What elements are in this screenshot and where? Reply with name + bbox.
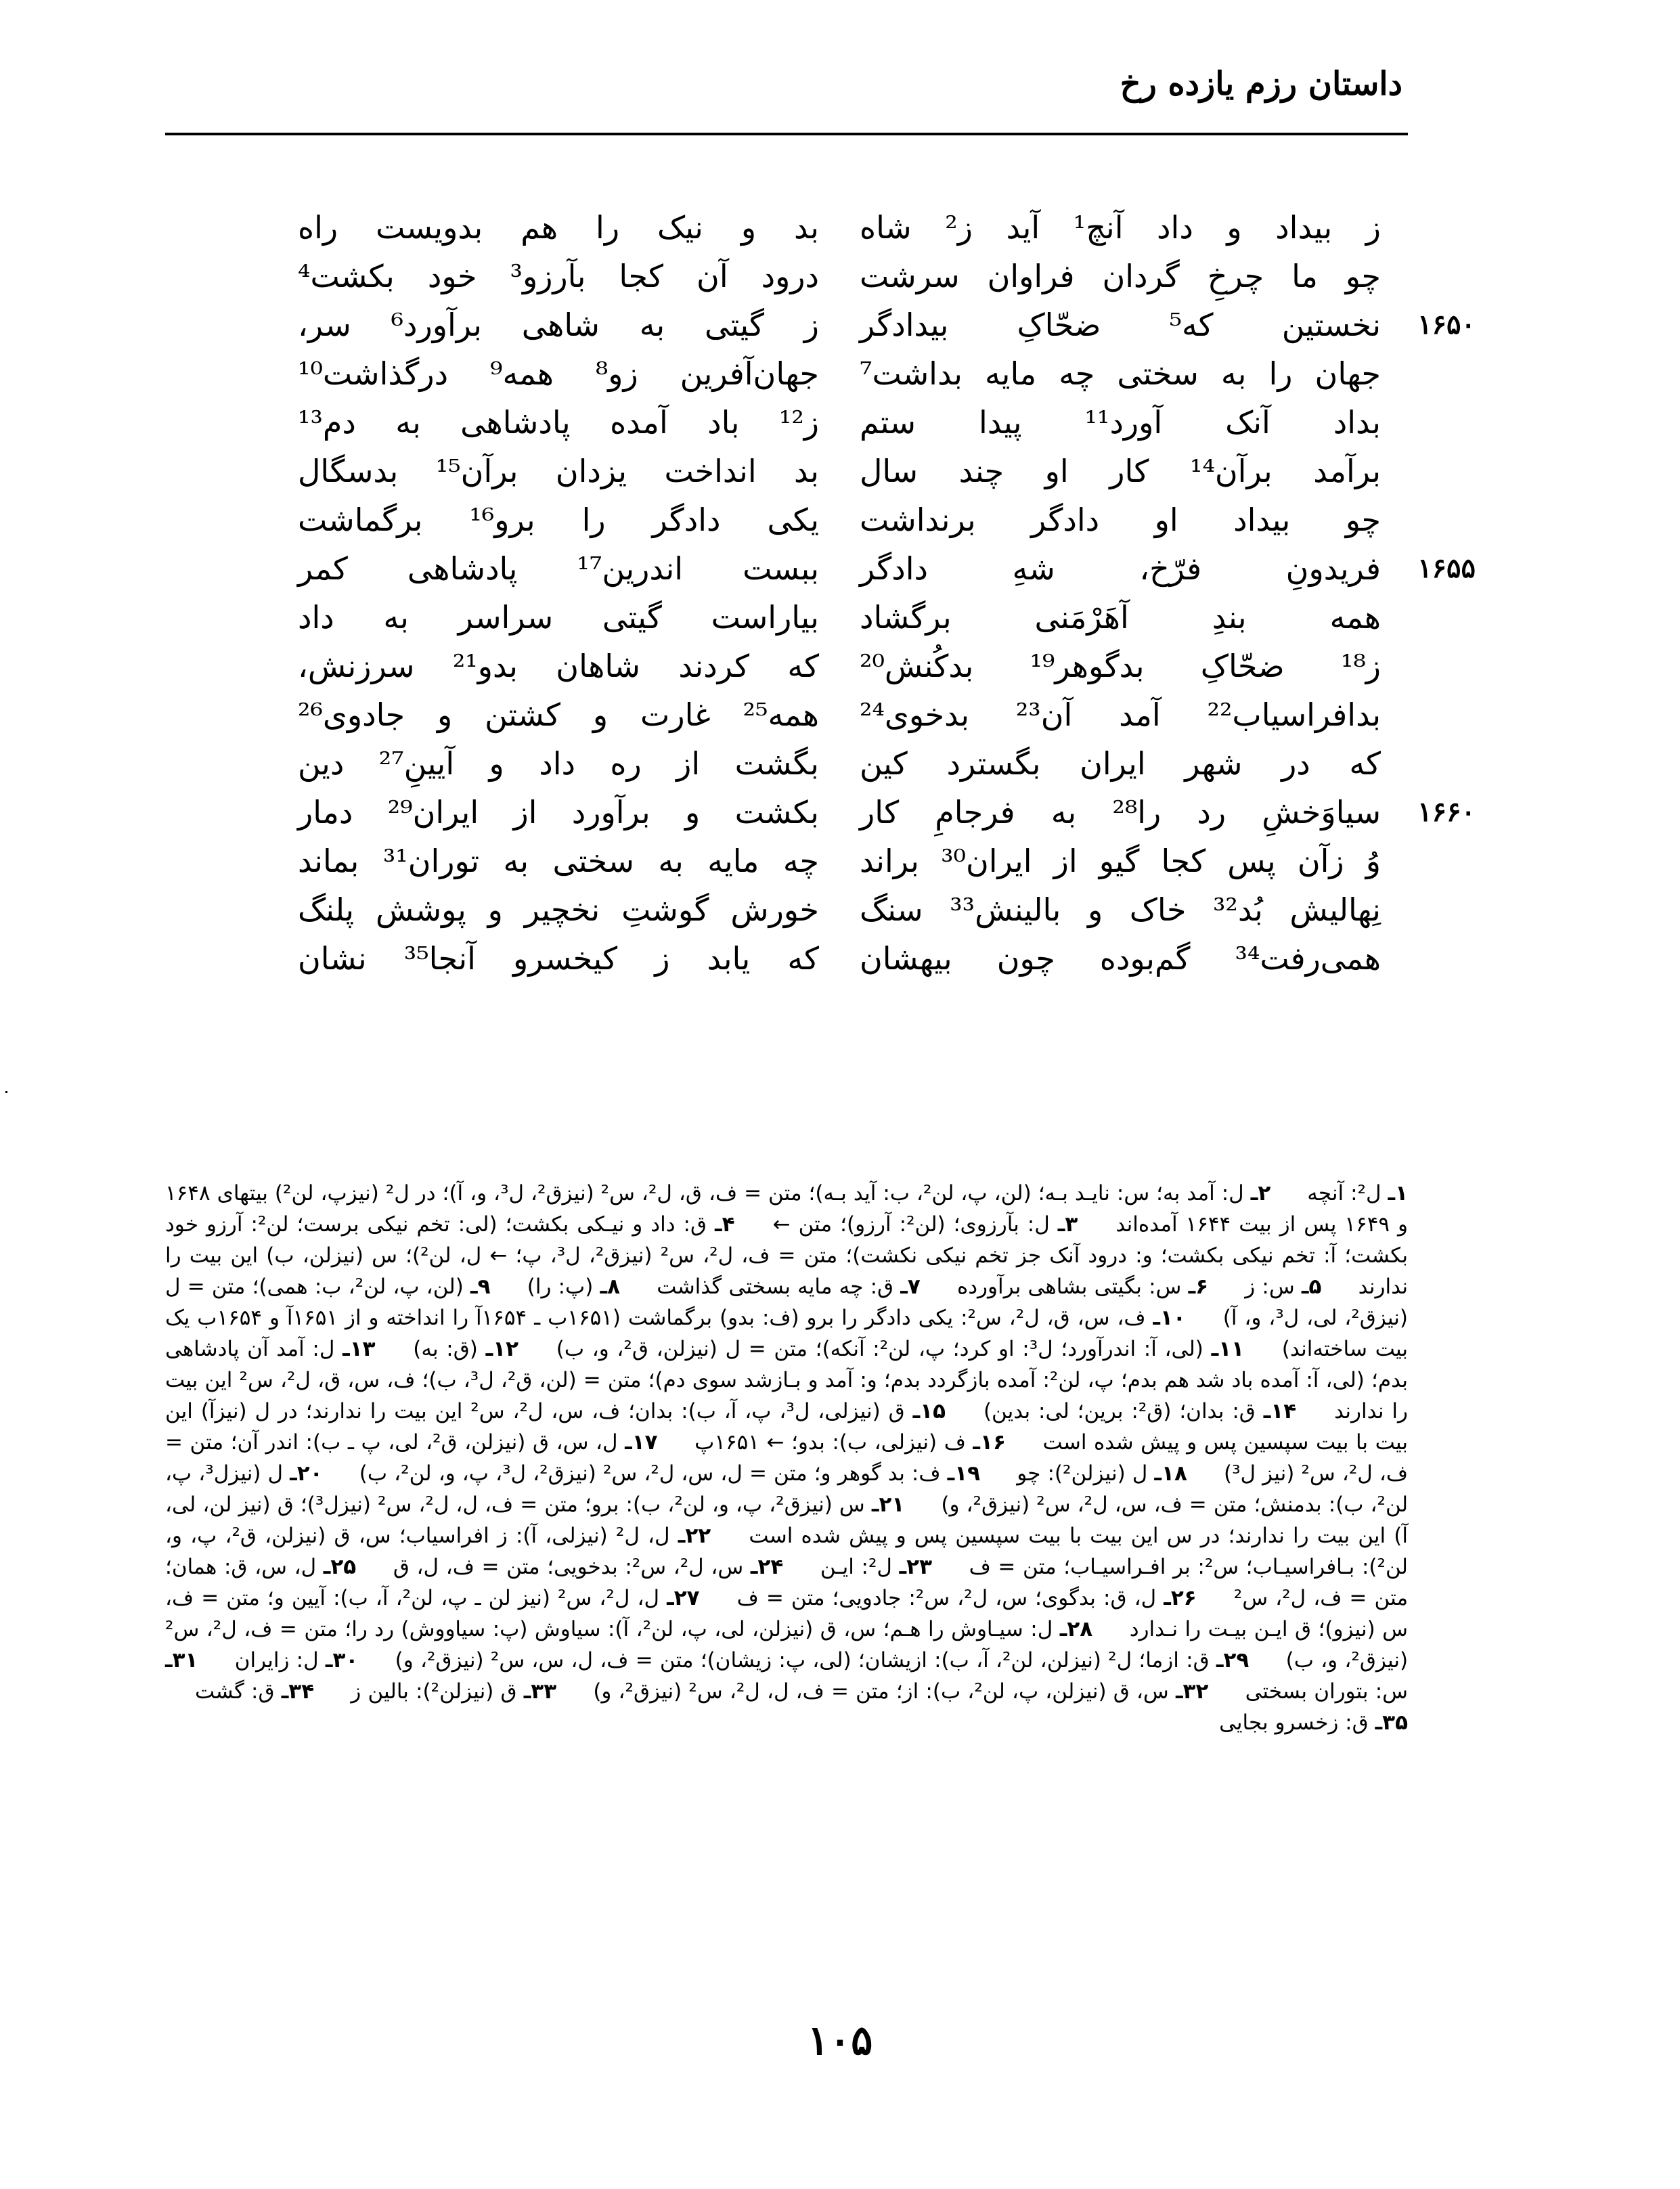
footnotes-apparatus [165,1178,1408,1738]
footnote-text: ق: گشت [195,1679,275,1704]
verse-row [298,837,1394,885]
footnote-number: ۲۹ـ [1216,1648,1250,1673]
hemistich-right: وُ زآن پس کجا گیو از ایران³⁰ براند [860,843,1381,879]
scan-speck [5,1091,7,1093]
hemistich-right: ز بیداد و داد آنچ¹ آید ز² شاه [860,209,1381,246]
hemistich-right: بداد آنک آورد¹¹ پیدا ستم [860,404,1381,441]
hemistich-left: ببست اندرین¹⁷ پادشاهی کمر [298,550,820,587]
footnote-text: ل: بآرزوی؛ (لن²: آرزو)؛ متن ← [772,1212,1050,1237]
footnote [235,1648,359,1673]
line-number: ۱۶۵۰ [1417,309,1476,340]
footnote [1017,1461,1187,1486]
footnote-text: ق: بدان؛ (ق²: برین؛ لی: بدین) [983,1399,1256,1423]
footnote-number: ۱۱ـ [1211,1337,1245,1361]
footnote-text: ل²: ایـن [820,1555,892,1579]
hemistich-right: بدافراسیاب²² آمد آن²³ بدخوی²⁴ [860,696,1381,733]
footnote-number: ۱۲ـ [485,1337,519,1361]
footnote-text: س: ز [1245,1275,1295,1299]
hemistich-left: بکشت و برآورد از ایران²⁹ دمار [298,794,819,831]
verse-row [298,690,1394,739]
footnote-text: ل، ل²، س² (نیز لن ـ پ، لن²، آ، ب): آیین و؛ متن = ف، س (نیزو)؛ ق ایـن بیـت را نـدارد [165,1586,1409,1641]
verse-row [298,398,1394,447]
hemistich-right: همه بندِ آهَرْمَنی برگشاد [860,599,1381,636]
footnote-number: ۱۸ـ [1154,1461,1187,1486]
footnote-text: س: بگیتی بشاهی برآورده [957,1275,1182,1299]
hemistich-right: سیاوَخشِ رد را²⁸ به فرجامِ کار [860,794,1381,831]
verse-row [298,252,1394,301]
footnote [657,1275,921,1299]
footnote [556,1337,1244,1361]
hemistich-left: همه²⁵ غارت و کشتن و جادوی²⁶ [298,696,819,733]
hemistich-left: درود آن کجا بآرزو³ خود بکشت⁴ [298,258,819,294]
hemistich-left: جهان‌آفرین زو⁸ همه⁹ درگذاشت¹⁰ [298,355,819,392]
footnote-number: ۲۵ـ [323,1555,357,1579]
footnote-text: س: بتوران بسختی [1245,1679,1409,1704]
footnote-text: ل: زایران [234,1648,319,1673]
footnote [593,1679,1208,1704]
footnote-text: (پ: را) [527,1275,594,1299]
footnote-text: ل (نیزلن²): چو [1017,1461,1148,1486]
verse-row [298,739,1394,788]
footnote-number: ۳۵ـ [1375,1710,1408,1735]
footnote-text: ل: آمد به؛ س: نایـد بـه؛ (لن، پ، لن²، ب: آید بـه)؛ متن = ف، ق، ل²، س² (نیزق²، ل³، و، آ)؛ در ل² (نیزپ، لن²) بیتهای ۱۶۴۸ و ۱۶۴۹ پس از بیت ۱۶۴۴ آمده‌اند [165,1181,1408,1237]
verse-row [298,642,1394,690]
footnote-number: ۲۷ـ [667,1586,700,1610]
verse-row [298,934,1394,983]
footnote-text: (لی، آ: اندرآورد؛ ل³: او کرد؛ پ، لن²: آنکه)؛ متن = ل (نیزلن، ق²، و، ب) [556,1337,1203,1361]
footnote-text: ل: سیـاوش را هـم؛ س، ق (نیزلن، لی، پ، لن²، آ): سیاوش (پ: سیاووش) رد را؛ متن = ف، ل²، س² (نیزق²، و، ب) [165,1617,1409,1673]
footnote [351,1679,556,1704]
verse-row [298,593,1394,642]
hemistich-left: چه مایه به سختی به توران³¹ بماند [298,843,819,879]
footnote-text: ق: داد و نیـکی بکشت؛ (لی: تخم نیکی برست؛ لن²: آرزو خود بکشت؛ آ: تخم نیکی بکشت؛ و: درود آنک جز تخم نیکی نکشت)؛ متن = ف، ل²، س² (نیزق²، ل³، پ؛ ← ل، لن²)؛ س (نیزلن، ب) این بیت را ندارند [165,1212,1409,1299]
footnote-number: ۱۴ـ [1263,1399,1297,1423]
footnote-number: ۴ـ [715,1212,735,1237]
footnote-text: (لن، پ، لن²، ب: همی)؛ متن = ل (نیزق²، لی، ل³، و، آ) [165,1275,1408,1330]
footnote [957,1275,1208,1299]
footnote-number: ۲ـ [1250,1181,1271,1206]
footnote-number: ۱۵ـ [912,1399,946,1423]
footnote-text: ف، س، ق، ل²، س²: یکی دادگر را برو (ف: بدو) برگماشت (۱۶۵۱ب ـ ۱۶۵۴آ را انداخته و از ۱۶۵۱آ و ۱۶۵۴ب یک بیت ساخته‌اند) [165,1306,1409,1361]
hemistich-left: ز گیتی به شاهی برآورد⁶ سر، [298,307,819,343]
footnote-number: ۱۰ـ [1153,1306,1186,1330]
hemistich-left: بد و نیک را هم بدویست راه [298,209,819,246]
hemistich-right: چو ما چرخِ گردان فراوان سرشت [860,258,1381,294]
hemistich-right: که در شهر ایران بگسترد کین [860,745,1381,782]
footnote [359,1461,980,1486]
footnote-number: ۷ـ [900,1275,921,1299]
hemistich-right: نِهالیش بُد³² خاک و بالینش³³ سنگ [860,891,1381,928]
verse-row [298,495,1394,544]
footnote [820,1555,932,1579]
footnote-text: ف (نیزلی، ب): بدو؛ ← ۱۶۵۱پ [694,1430,966,1455]
footnote-text: ق (نیزلی، ل³، پ، آ، ب): بدان؛ ف، س، ل²، س² این بیت را ندارند؛ در ل (نیزآ) این بیت با بیت سپسین پس و پیش شده است [165,1399,1409,1455]
footnote-text: ف: بد گوهر و؛ متن = ل، س، ل²، س² (نیزق²، ل³، پ، و، لن²، ب) [359,1461,941,1486]
footnote-number: ۲۳ـ [899,1555,932,1579]
footnote-number: ۱۷ـ [625,1430,658,1455]
footnote-text: ل، ل² (نیزلی، آ): ز افراسیاب؛ س، ق (نیزلن، ق²، پ، و، لن²): بـافراسیـاب؛ س²: بر افـراسیـاب؛ متن = ف [165,1524,1408,1579]
footnote-number: ۹ـ [470,1275,491,1299]
footnote-number: ۱۹ـ [947,1461,981,1486]
footnote-number: ۲۶ـ [1164,1586,1197,1610]
hemistich-right: همی‌رفت³⁴ گم‌بوده چون بیهشان [860,940,1381,977]
footnote-number: ۲۰ـ [290,1461,323,1486]
hemistich-right: جهان را به سختی چه مایه بداشت⁷ [860,355,1381,392]
footnote-text: ق: چه مایه بسختی گذاشت [657,1275,894,1299]
verse-row [298,349,1394,398]
footnote-text: (ق: به) [413,1337,478,1361]
verse-row [298,788,1476,837]
footnote [737,1586,1197,1610]
verse-row [298,447,1394,495]
footnote [773,1212,1078,1237]
hemistich-left: بیاراست گیتی سراسر به داد [298,599,819,636]
footnote-number: ۸ـ [600,1275,621,1299]
footnote-number: ۵ـ [1301,1275,1322,1299]
footnote-text: ل²: آنچه [1307,1181,1381,1206]
hemistich-right: برآمد برآن¹⁴ کار او چند سال [860,453,1381,489]
footnote-number: ۳ـ [1057,1212,1078,1237]
footnote-text: ق: ازما؛ ل² (نیزلن، لن²، آ، ب): ازیشان؛ (لی، پ: زیشان)؛ متن = ف، ل، س، س² (نیزق²، و) [395,1648,1210,1673]
footnote-number: ۲۱ـ [871,1492,905,1517]
header-rule [165,133,1408,135]
footnote-text: ل (نیزل³، پ، لن²، ب): بدمنش؛ متن = ف، س، ل²، س² (نیزق²، و) [165,1461,1409,1517]
verse-row [298,301,1476,349]
line-number: ۱۶۶۰ [1417,796,1476,828]
footnote-number: ۱ـ [1388,1181,1409,1206]
hemistich-left: که کردند شاهان بدو²¹ سرزنش، [298,648,819,684]
verse-row [298,885,1394,934]
hemistich-left: یکی دادگر را برو¹⁶ برگماشت [298,502,819,538]
footnote [1219,1710,1408,1735]
footnote [1245,1275,1321,1299]
hemistich-left: ز¹² باد آمده پادشاهی به دم¹³ [298,404,819,441]
footnote-number: ۶ـ [1188,1275,1209,1299]
footnote-text: ل، س، ق: همان؛ متن = ف، ل²، س² [165,1555,1409,1610]
verse-row [298,544,1476,593]
page-number: ۱۰۵ [807,2017,873,2064]
footnote [395,1648,1250,1673]
footnote-text: س، ل²، س²: بدخویی؛ متن = ف، ل، ق [393,1555,744,1579]
footnote [1307,1181,1408,1206]
footnote [983,1399,1296,1423]
hemistich-right: نخستین که⁵ ضحّاکِ بیدادگر [860,307,1381,343]
verse-block [298,203,1476,983]
hemistich-right: ز¹⁸ ضحّاکِ بدگوهر¹⁹ بدکُنش²⁰ [860,648,1381,684]
hemistich-left: خورش گوشتِ نخچیر و پوشش پلنگ [298,891,819,928]
footnote-number: ۱۳ـ [342,1337,376,1361]
footnote [195,1679,314,1704]
footnote-text: س، ق (نیزلن، پ، لن²، ب): از؛ متن = ف، ل، ل²، س² (نیزق²، و) [593,1679,1169,1704]
hemistich-left: که یابد ز کیخسرو آنجا³⁵ نشان [298,940,819,977]
footnote-text: ق: زخسرو بجایی [1219,1710,1369,1735]
hemistich-right: چو بیداد او دادگر برنداشت [860,502,1381,538]
footnote-number: ۳۴ـ [281,1679,315,1704]
footnote-number: ۲۲ـ [678,1524,711,1548]
footnote-number: ۳۱ـ [165,1648,198,1673]
footnote-text: ل: آمد آن پادشاهی بدم؛ (لی، آ: آمده باد شد هم بدم؛ پ، لن²: آمده بازگردد بدم؛ و: آمد و بـازشد سوی دم)؛ متن = (لن، ق²، ل³، ب)؛ ف، س، ق، ل²، س² این بیت را ندارند [165,1337,1408,1423]
running-head: داستان رزم یازده رخ [1120,65,1402,103]
footnote [413,1337,518,1361]
hemistich-left: بد انداخت یزدان برآن¹⁵ بدسگال [298,453,819,489]
footnote-text: ق (نیزلن²): بالین ز [351,1679,517,1704]
hemistich-right: فریدونِ فرّخ، شهِ دادگر [860,550,1381,587]
hemistich-left: بگشت از ره داد و آیینِ²⁷ دین [298,745,819,782]
footnote [393,1555,783,1579]
footnote-number: ۲۴ـ [750,1555,784,1579]
footnote-text: س (نیزق²، پ، و، لن²، ب): برو؛ متن = ف، ل، ل²، س² (نیزل³)؛ ق (نیز لن، لی، آ) این بیت را ندارند؛ در س این بیت با بیت سپسین پس و پیش شده است [165,1492,1408,1548]
footnote-number: ۳۰ـ [325,1648,359,1673]
footnote-number: ۱۶ـ [973,1430,1006,1455]
footnote-text: ل، س، ق (نیزلن، ق²، لی، پ ـ ب): اندر آن؛ متن = ف، ل²، س² (نیز ل³) [165,1430,1409,1486]
footnote [527,1275,620,1299]
footnote [694,1430,1006,1455]
footnote-text: ل، ق: بدگوی؛ س، ل²، س²: جادویی؛ متن = ف [736,1586,1157,1610]
verse-row [298,203,1394,252]
footnote-number: ۳۲ـ [1175,1679,1209,1704]
footnote-number: ۲۸ـ [1059,1617,1093,1641]
footnote-number: ۳۳ـ [523,1679,557,1704]
line-number: ۱۶۵۵ [1417,552,1476,584]
